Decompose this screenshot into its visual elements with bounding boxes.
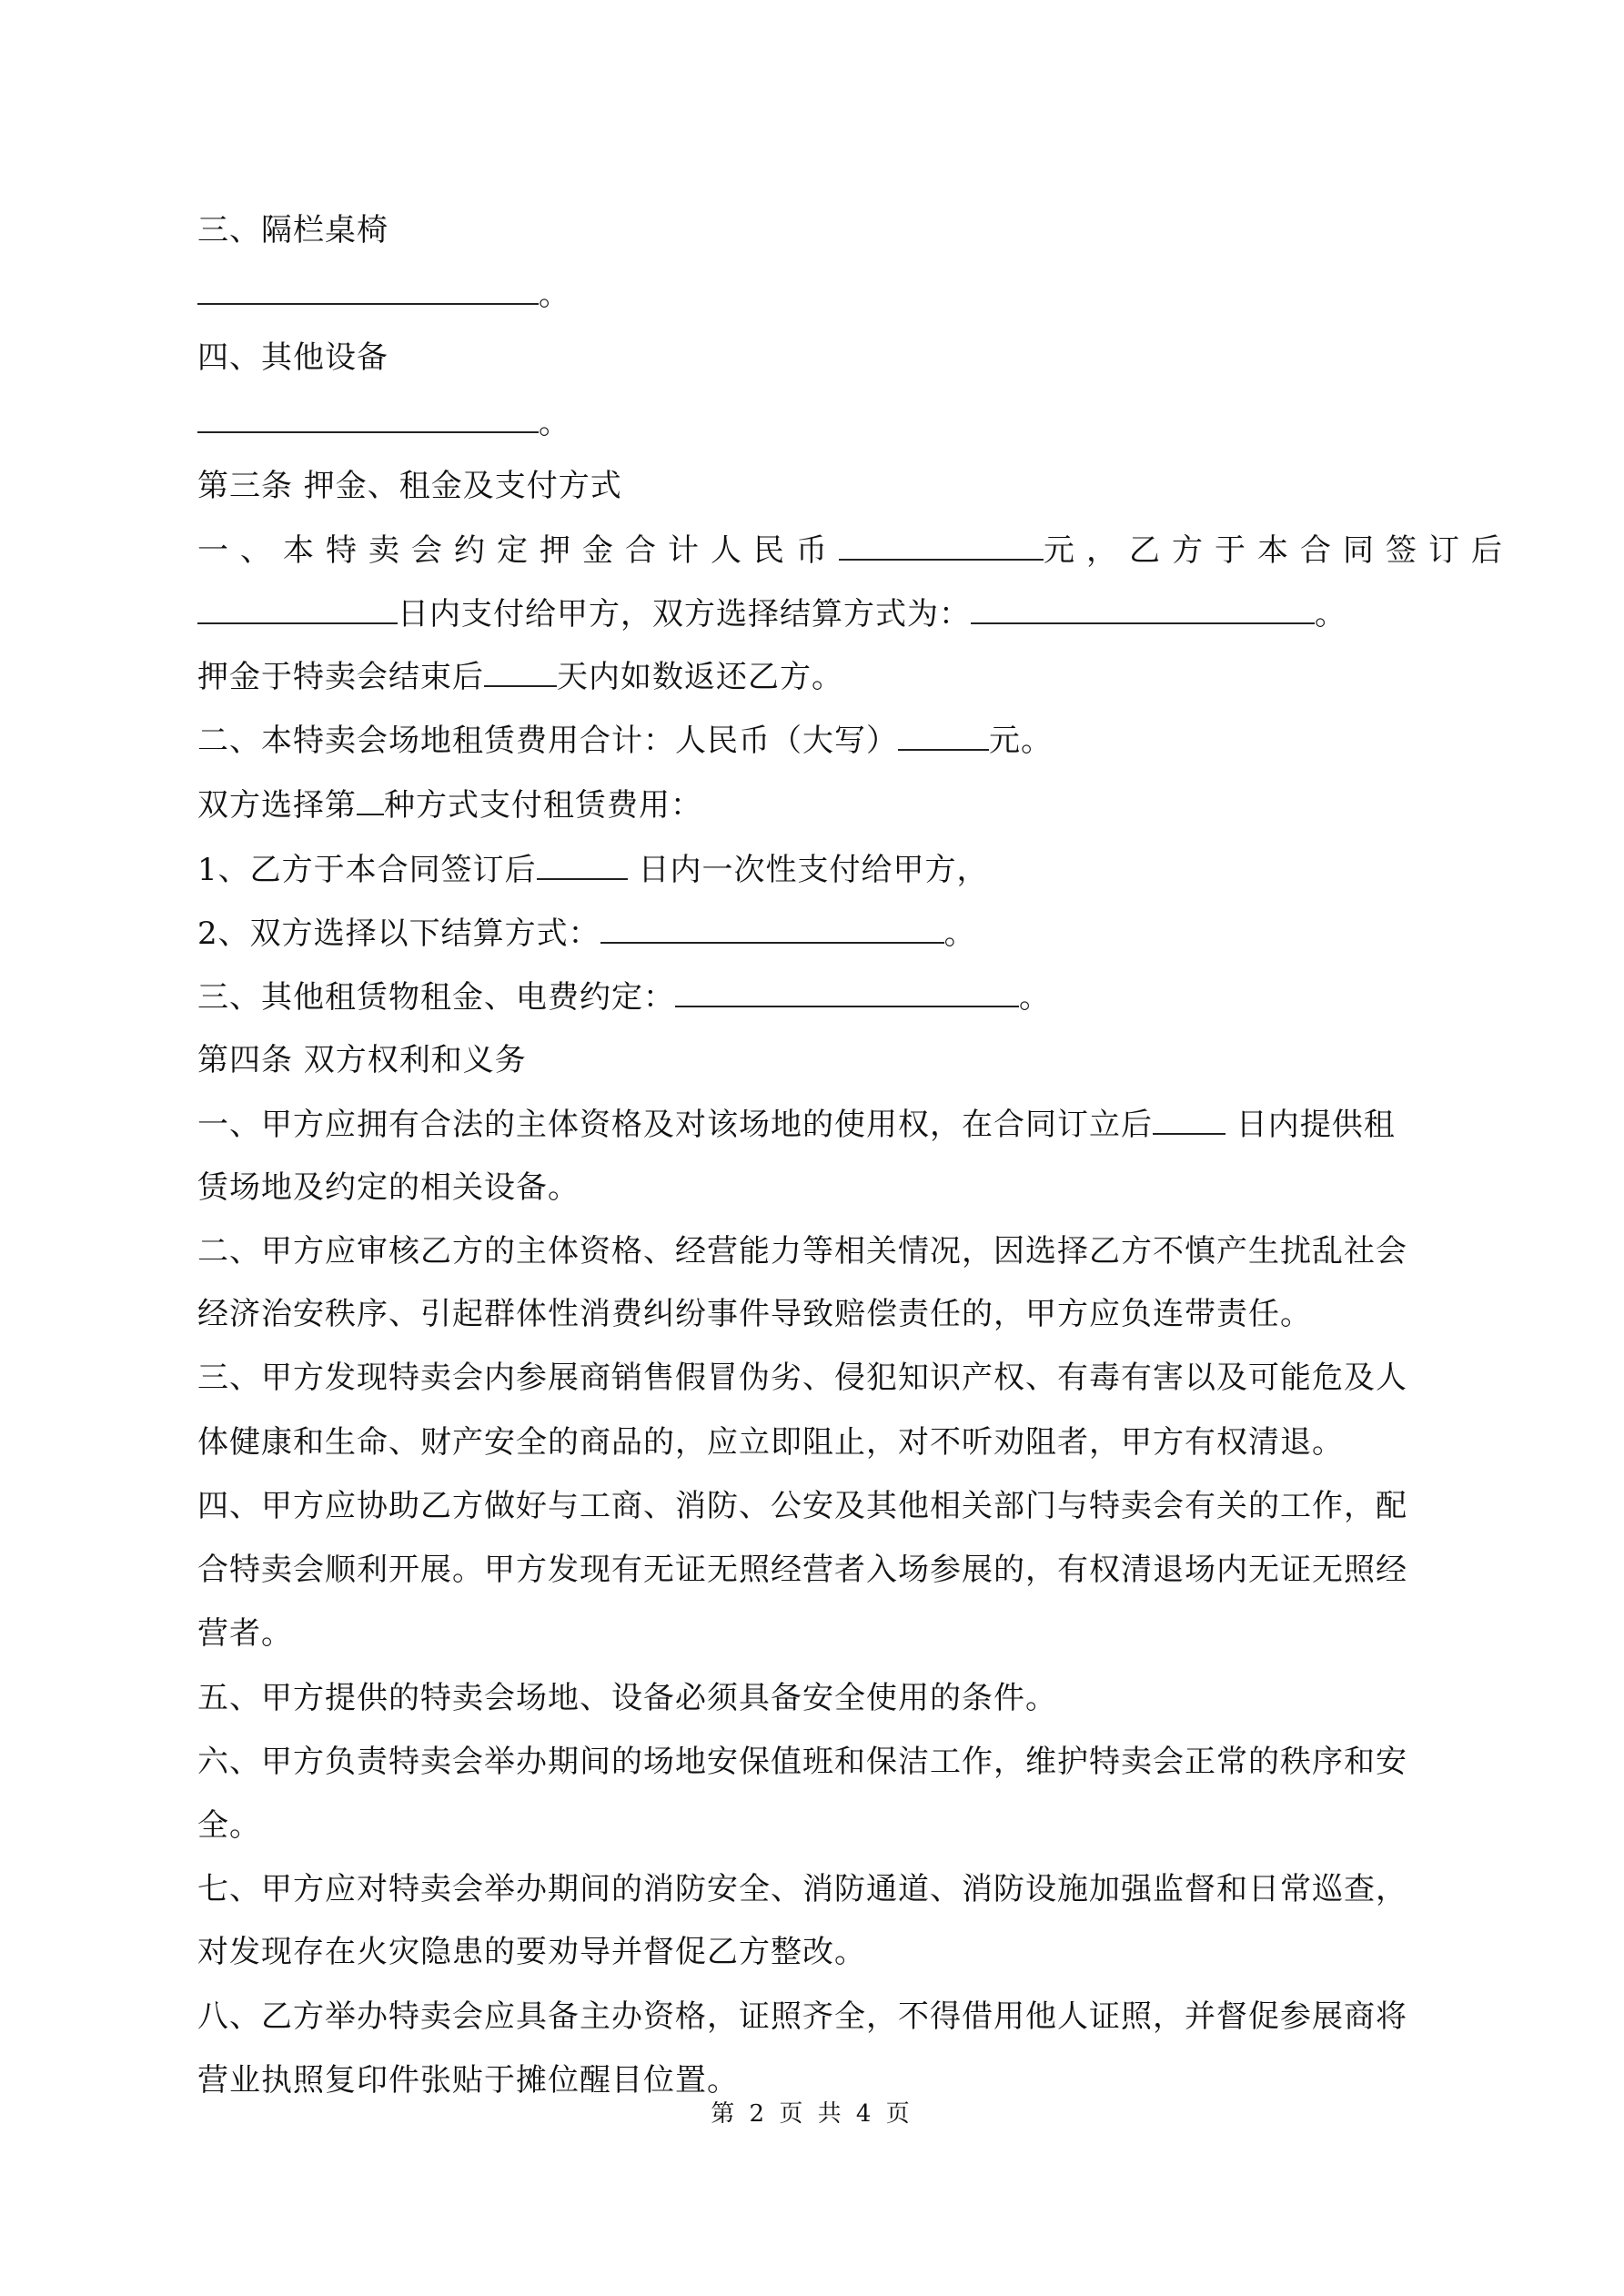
clause-a-6-line-1 xyxy=(197,1744,1435,1780)
text: 七、甲方应对特卖会举办期间的消防安全、消防通道、消防设施加强监督和日常巡查， xyxy=(197,1871,1407,1907)
text: 双方选择第 xyxy=(197,787,357,824)
blank-field[interactable] xyxy=(839,531,1044,561)
text: 一、本特卖会约定押金合计人民币 xyxy=(197,532,839,569)
deposit-clause-line-1 xyxy=(197,531,1514,569)
deposit-return-line xyxy=(197,658,1435,695)
clause-a-4-line-2 xyxy=(197,1552,1435,1588)
clause-a-3-line-2 xyxy=(197,1424,1435,1461)
clause-a-3-line-1 xyxy=(197,1360,1435,1396)
text: 二、本特卖会场地租赁费用合计：人民币（大写） xyxy=(197,723,898,759)
fill-line-partition xyxy=(197,276,1435,313)
text: 。 xyxy=(539,277,570,313)
text: 。 xyxy=(1019,979,1051,1016)
blank-field[interactable] xyxy=(971,595,1315,624)
text: 。 xyxy=(539,405,570,441)
page-footer xyxy=(0,2099,1624,2129)
text: 第三条 押金、租金及支付方式 xyxy=(197,468,622,504)
text: 五、甲方提供的特卖会场地、设备必须具备安全使用的条件。 xyxy=(197,1680,1057,1716)
text: 体健康和生命、财产安全的商品的，应立即阻止，对不听劝阻者，甲方有权清退。 xyxy=(197,1424,1344,1461)
article-4-heading xyxy=(197,1042,1435,1078)
clause-a-4-line-3 xyxy=(197,1615,1435,1652)
blank-field[interactable] xyxy=(600,915,944,944)
text: 一、甲方应拥有合法的主体资格及对该场地的使用权，在合同订立后 xyxy=(197,1107,1153,1143)
blank-field[interactable] xyxy=(1153,1106,1226,1135)
rent-total-line xyxy=(197,722,1435,759)
fill-line-other-equipment xyxy=(197,404,1435,441)
blank-field[interactable] xyxy=(197,595,398,624)
text: 对发现存在火灾隐患的要劝导并督促乙方整改。 xyxy=(197,1934,866,1970)
text: 四、其他设备 xyxy=(197,339,388,376)
text: 日内提供租 xyxy=(1226,1107,1396,1143)
text: 1、乙方于本合同签订后 xyxy=(197,852,537,888)
text: 三、甲方发现特卖会内参展商销售假冒伪劣、侵犯知识产权、有毒有害以及可能危及人 xyxy=(197,1360,1407,1396)
clause-a-1-line-1 xyxy=(197,1106,1435,1143)
blank-field[interactable] xyxy=(537,851,628,880)
blank-field[interactable] xyxy=(197,276,539,305)
text: 合特卖会顺利开展。甲方发现有无证无照经营者入场参展的，有权清退场内无证无照经 xyxy=(197,1552,1407,1588)
text: 四、甲方应协助乙方做好与工商、消防、公安及其他相关部门与特卖会有关的工作，配 xyxy=(197,1488,1407,1524)
text: 押金于特卖会结束后 xyxy=(197,659,484,695)
clause-a-8-line-2 xyxy=(197,2062,1435,2099)
text: 二、甲方应审核乙方的主体资格、经营能力等相关情况，因选择乙方不慎产生扰乱社会 xyxy=(197,1233,1407,1269)
text: 日内一次性支付给甲方， xyxy=(627,852,989,888)
clause-a-5 xyxy=(197,1680,1435,1716)
text: 第四条 双方权利和义务 xyxy=(197,1042,527,1078)
text: 六、甲方负责特卖会举办期间的场地安保值班和保洁工作，维护特卖会正常的秩序和安 xyxy=(197,1744,1407,1780)
text: 2、双方选择以下结算方式： xyxy=(197,915,600,952)
text: 三、其他租赁物租金、电费约定： xyxy=(197,979,675,1016)
text: 种方式支付租赁费用： xyxy=(384,787,702,824)
text: 元，乙方于本合同签订后 xyxy=(1044,532,1514,569)
other-rent-electricity-line xyxy=(197,978,1435,1016)
clause-a-1-line-2 xyxy=(197,1169,1435,1206)
blank-field[interactable] xyxy=(898,722,989,751)
text: 营业执照复印件张贴于摊位醒目位置。 xyxy=(197,2062,739,2099)
blank-field[interactable] xyxy=(357,786,384,815)
clause-a-2-line-1 xyxy=(197,1233,1435,1269)
text: 日内支付给甲方，双方选择结算方式为： xyxy=(398,596,971,632)
text: 经济治安秩序、引起群体性消费纠纷事件导致赔偿责任的，甲方应负连带责任。 xyxy=(197,1296,1312,1332)
article-3-heading xyxy=(197,468,1435,504)
blank-field[interactable] xyxy=(675,978,1019,1007)
clause-a-7-line-1 xyxy=(197,1871,1435,1907)
page-number-label: 第 2 页 共 4 页 xyxy=(711,2100,913,2128)
clause-a-8-line-1 xyxy=(197,1998,1435,2035)
item-partition-tables-chairs xyxy=(197,212,1435,248)
blank-field[interactable] xyxy=(484,658,557,687)
text: 赁场地及约定的相关设备。 xyxy=(197,1169,580,1206)
text: 天内如数返还乙方。 xyxy=(557,659,843,695)
clause-a-4-line-1 xyxy=(197,1488,1435,1524)
text: 营者。 xyxy=(197,1615,293,1652)
text: 。 xyxy=(943,915,976,952)
payment-option-2 xyxy=(197,915,1435,952)
text: 三、隔栏桌椅 xyxy=(197,212,388,248)
text: 元。 xyxy=(989,723,1053,759)
payment-method-choice-line xyxy=(197,786,1435,824)
clause-a-6-line-2 xyxy=(197,1807,1435,1844)
clause-a-2-line-2 xyxy=(197,1296,1435,1332)
payment-option-1 xyxy=(197,851,1435,888)
item-other-equipment xyxy=(197,339,1435,376)
deposit-clause-line-2 xyxy=(197,595,1435,632)
clause-a-7-line-2 xyxy=(197,1934,1435,1970)
blank-field[interactable] xyxy=(197,404,539,433)
text: 。 xyxy=(1315,596,1347,632)
text: 八、乙方举办特卖会应具备主办资格，证照齐全，不得借用他人证照，并督促参展商将 xyxy=(197,1998,1407,2035)
text: 全。 xyxy=(197,1807,261,1844)
